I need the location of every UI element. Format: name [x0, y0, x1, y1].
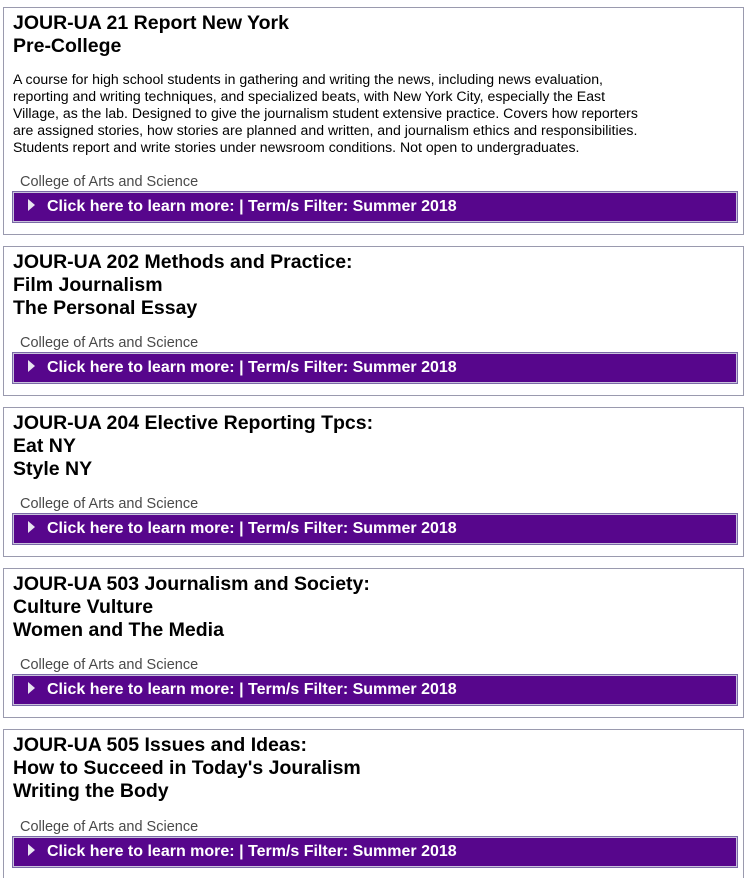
- course-title: The Personal Essay: [13, 297, 198, 319]
- course-card: [3, 729, 744, 878]
- play-triangle-icon: [28, 521, 35, 533]
- learn-more-label: Click here to learn more: | Term/s Filter: Summer 2018: [47, 520, 457, 537]
- course-card: [3, 246, 744, 396]
- course-title: Writing the Body: [13, 780, 169, 802]
- learn-more-label: Click here to learn more: | Term/s Filter: Summer 2018: [47, 198, 457, 215]
- school-name: College of Arts and Science: [20, 335, 199, 351]
- learn-more-label: Click here to learn more: | Term/s Filter: Summer 2018: [47, 359, 457, 376]
- course-description: A course for high school students in gathering and writing the news, including news evaluation,: [13, 71, 603, 87]
- course-title: Style NY: [13, 458, 93, 480]
- course-title: Eat NY: [13, 435, 76, 457]
- school-name: College of Arts and Science: [20, 496, 199, 512]
- course-title: JOUR-UA 202 Methods and Practice:: [13, 251, 353, 273]
- course-description: are assigned stories, how stories are planned and written, and journalism ethics and responsibilities.: [13, 122, 638, 138]
- course-title: Women and The Media: [13, 619, 224, 641]
- learn-more-link[interactable]: [13, 675, 737, 705]
- learn-more-label: Click here to learn more: | Term/s Filter: Summer 2018: [47, 843, 457, 860]
- course-card: [3, 7, 744, 235]
- course-title: JOUR-UA 21 Report New York: [13, 12, 289, 34]
- school-name: College of Arts and Science: [20, 819, 199, 835]
- course-description: Students report and write stories under newsroom conditions. Not open to undergraduates.: [13, 139, 580, 155]
- course-title: JOUR-UA 505 Issues and Ideas:: [13, 734, 308, 756]
- play-triangle-icon: [28, 682, 35, 694]
- learn-more-label: Click here to learn more: | Term/s Filter: Summer 2018: [47, 681, 457, 698]
- school-name: College of Arts and Science: [20, 657, 199, 673]
- school-name: College of Arts and Science: [20, 174, 199, 190]
- course-card: [3, 568, 744, 718]
- play-triangle-icon: [28, 360, 35, 372]
- course-title: JOUR-UA 204 Elective Reporting Tpcs:: [13, 412, 374, 434]
- course-description: reporting and writing techniques, and specialized beats, with New York City, especially the East: [13, 88, 605, 104]
- course-description: Village, as the lab. Designed to give the journalism student extensive practice. Covers how reporters: [13, 105, 638, 121]
- course-title: Culture Vulture: [13, 596, 154, 618]
- learn-more-link[interactable]: [13, 837, 737, 867]
- course-title: JOUR-UA 503 Journalism and Society:: [13, 573, 370, 595]
- play-triangle-icon: [28, 199, 35, 211]
- learn-more-link[interactable]: [13, 192, 737, 222]
- play-triangle-icon: [28, 844, 35, 856]
- course-card: [3, 407, 744, 557]
- course-title: Pre-College: [13, 35, 122, 57]
- learn-more-link[interactable]: [13, 353, 737, 383]
- course-title: How to Succeed in Today's Jouralism: [13, 757, 361, 779]
- learn-more-link[interactable]: [13, 514, 737, 544]
- course-title: Film Journalism: [13, 274, 163, 296]
